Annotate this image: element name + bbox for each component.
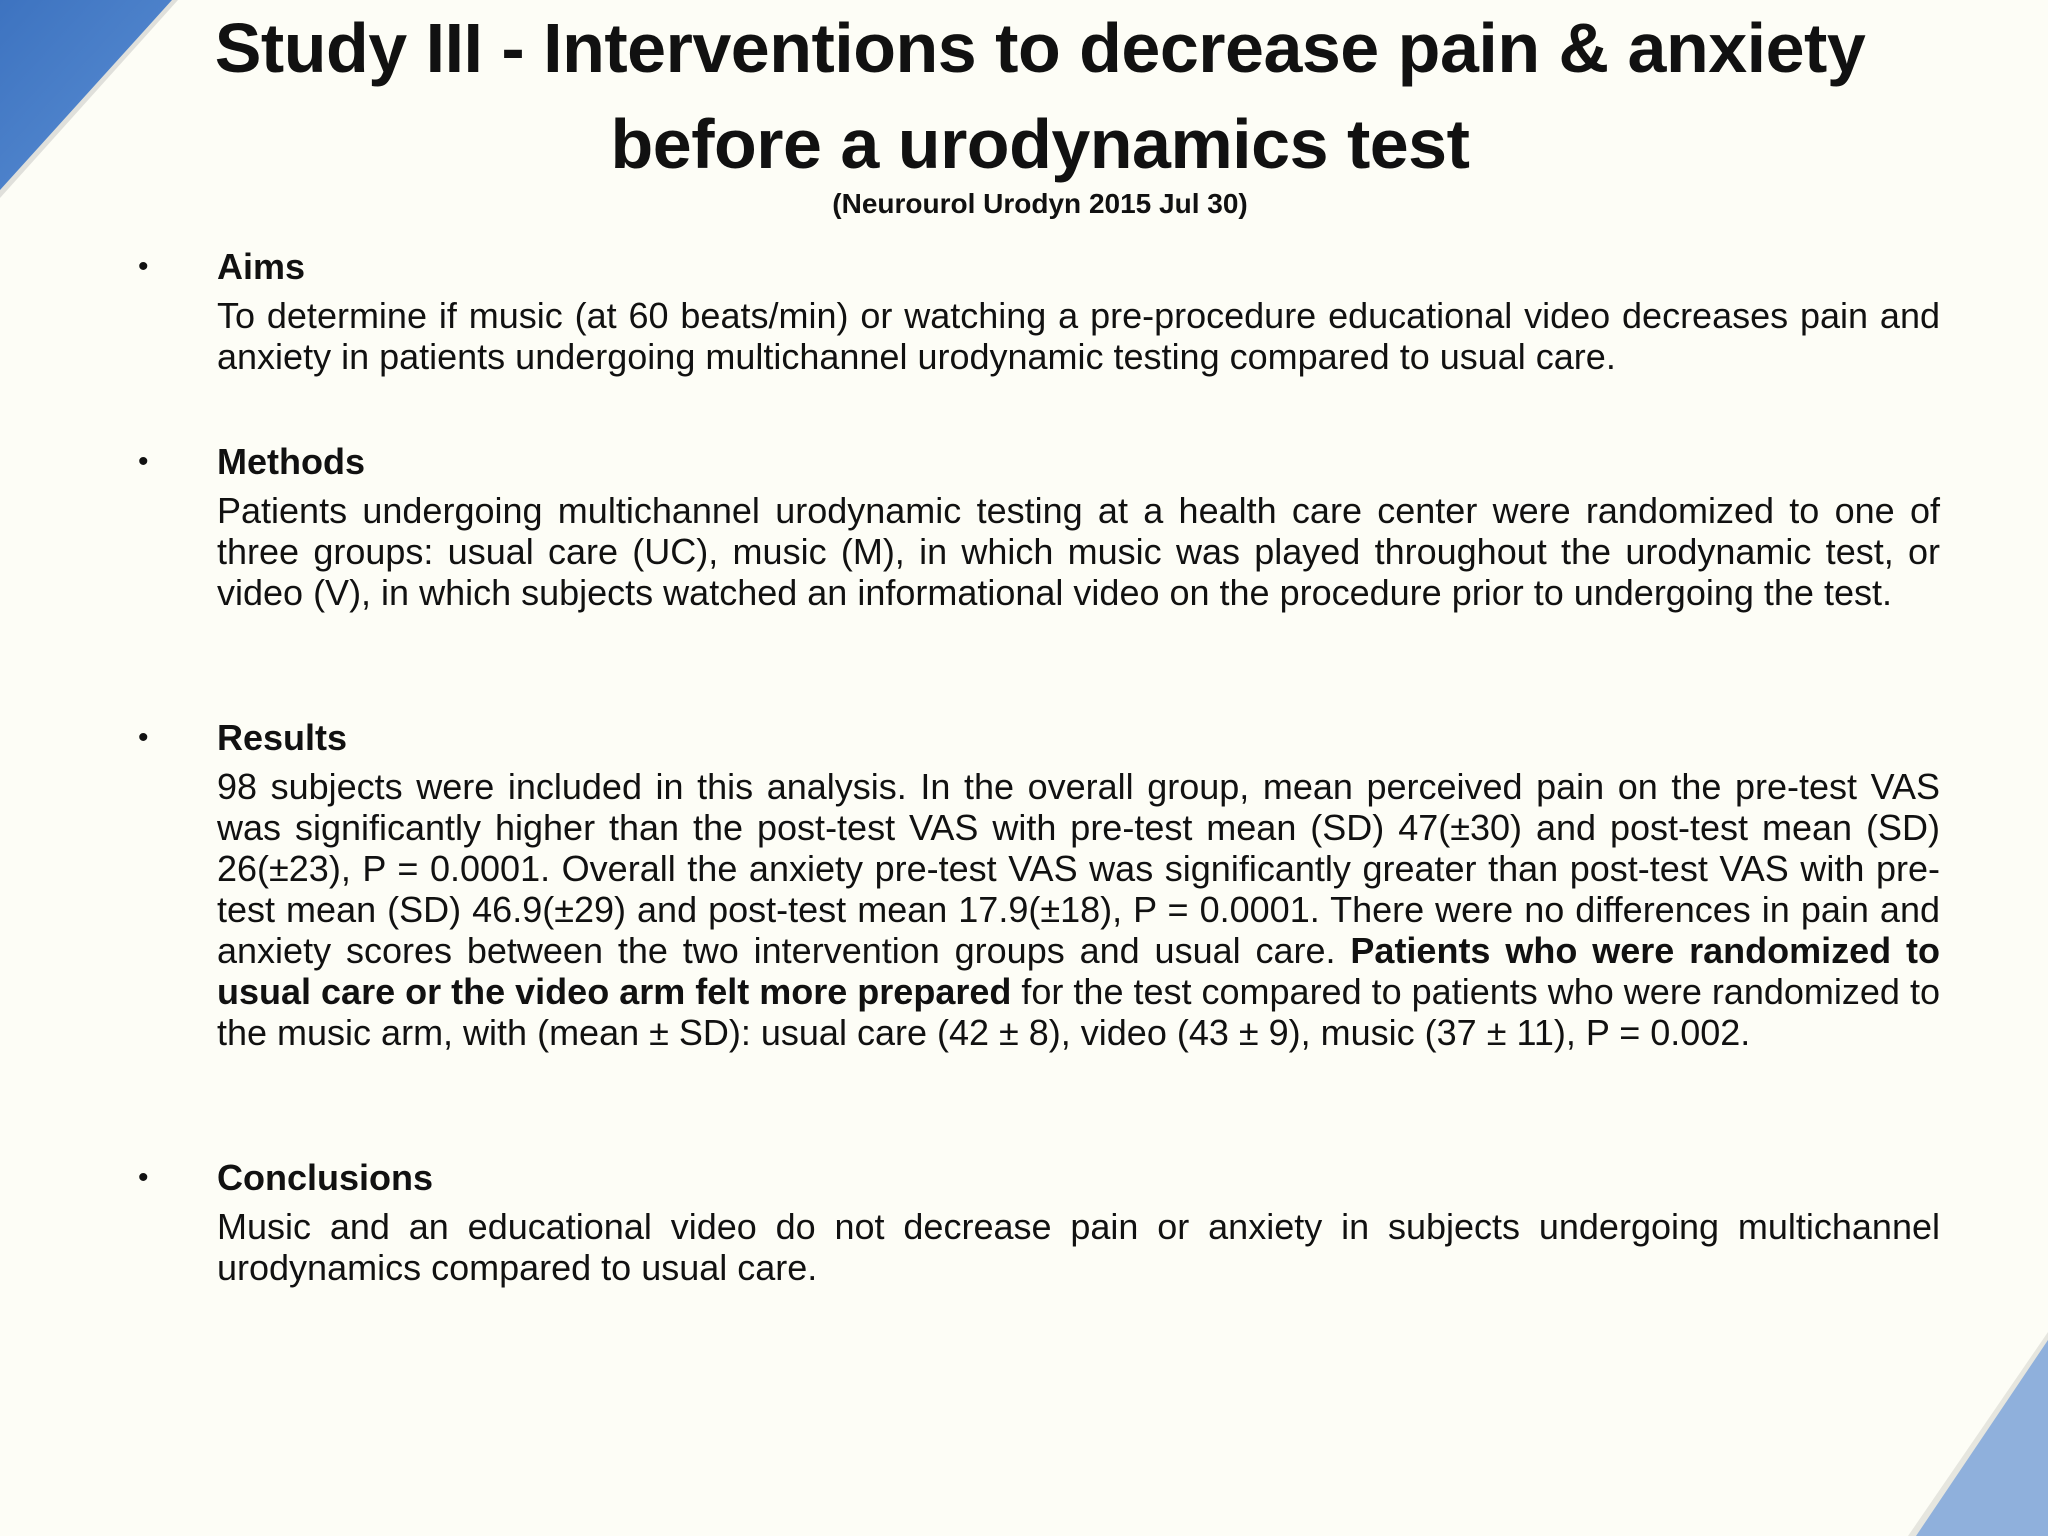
slide-title: Study III - Interventions to decrease pain & anxiety before a urodynamics test: [214, 9, 1866, 183]
section-body-aims: To determine if music (at 60 beats/min) or watching a pre-procedure educational video decreases pain and anxiety in patients undergoing multichannel urodynamic testing compared to usual care.: [217, 295, 1940, 377]
section-heading-results: Results: [217, 717, 348, 758]
section-heading-conclusions: Conclusions: [217, 1157, 434, 1198]
bullet-marker: •: [138, 1161, 149, 1194]
bullet-marker: •: [138, 721, 149, 754]
section-body-methods: Patients undergoing multichannel urodynamic testing at a health care center were randomized to one of three groups: usual care (UC), music (M), in which music was played throughout the urodynamic test, or video (V), in which subjects watched an informational video on the procedure prior to undergoing the test.: [217, 490, 1940, 613]
results-bold-finding: Patients who were randomized to usual care or the video arm felt more prepared: [217, 930, 1941, 1012]
citation: (Neurourol Urodyn 2015 Jul 30): [832, 188, 1248, 219]
results-text-part-1: 98 subjects were included in this analysis. In the overall group, mean perceived pain on the pre-test VAS was significantly higher than the post-test VAS with pre-test mean (SD) 47(±30) and post-test mean (SD) 26(±23), P = 0.0001. Overall the anxiety pre-test VAS was significantly greater than post-test VAS with pre-test mean (SD) 46.9(±29) and post-test mean 17.9(±18), P = 0.0001. There were no differences in pain and anxiety scores between the two intervention groups and usual care.: [217, 766, 1940, 971]
section-heading-methods: Methods: [217, 441, 365, 482]
bullet-marker: •: [138, 445, 149, 478]
bullet-marker: •: [138, 250, 149, 283]
section-body-results: [217, 766, 1940, 1053]
section-body-conclusions: Music and an educational video do not decrease pain or anxiety in subjects undergoing multichannel urodynamics compared to usual care.: [217, 1206, 1940, 1288]
results-text-part-2: for the test compared to patients who were randomized to the music arm, with (mean ± SD): usual care (42 ± 8), video (43 ± 9), music (37 ± 11), P = 0.002.: [217, 971, 1940, 1053]
section-heading-aims: Aims: [217, 246, 306, 287]
